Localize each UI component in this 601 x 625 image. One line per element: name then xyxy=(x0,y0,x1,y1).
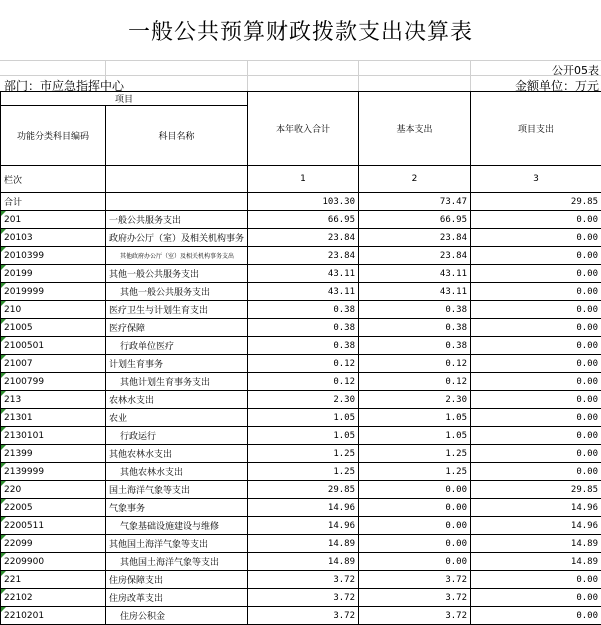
project-cell: 0.00 xyxy=(471,265,601,283)
department-label: 部门：市应急指挥中心 xyxy=(4,77,124,94)
basic-cell: 1.25 xyxy=(359,445,471,463)
name-cell: 住房保障支出 xyxy=(106,571,248,589)
cell-marker-icon xyxy=(1,409,6,414)
header-project: 项目支出 xyxy=(471,92,601,166)
code-cell: 22099 xyxy=(1,535,106,553)
code-cell: 2210201 xyxy=(1,607,106,625)
header-name: 科目名称 xyxy=(106,106,248,166)
project-cell: 0.00 xyxy=(471,229,601,247)
table-row xyxy=(1,481,601,499)
basic-cell: 23.84 xyxy=(359,229,471,247)
project-cell: 14.96 xyxy=(471,517,601,535)
table-row xyxy=(1,391,601,409)
code-cell: 2100799 xyxy=(1,373,106,391)
project-cell: 0.00 xyxy=(471,211,601,229)
basic-cell: 3.72 xyxy=(359,607,471,625)
total-cell: 29.85 xyxy=(248,481,359,499)
project-cell: 29.85 xyxy=(471,481,601,499)
table-row xyxy=(1,427,601,445)
basic-cell: 3.72 xyxy=(359,589,471,607)
code-cell: 2019999 xyxy=(1,283,106,301)
name-cell: 气象事务 xyxy=(106,499,248,517)
project-cell: 0.00 xyxy=(471,607,601,625)
col-index-1: 1 xyxy=(248,166,359,193)
code-cell: 2209900 xyxy=(1,553,106,571)
cell-marker-icon xyxy=(1,499,6,504)
code-cell: 21005 xyxy=(1,319,106,337)
report-title: 一般公共预算财政拨款支出决算表 xyxy=(0,0,601,60)
column-index-row xyxy=(1,166,601,193)
code-cell: 2100501 xyxy=(1,337,106,355)
project-cell: 14.89 xyxy=(471,553,601,571)
code-cell: 21007 xyxy=(1,355,106,373)
table-row xyxy=(1,553,601,571)
code-cell: 2130101 xyxy=(1,427,106,445)
table-row xyxy=(1,463,601,481)
name-cell: 一般公共服务支出 xyxy=(106,211,248,229)
basic-cell: 43.11 xyxy=(359,265,471,283)
project-cell: 0.00 xyxy=(471,247,601,265)
cell-marker-icon xyxy=(1,427,6,432)
project-cell: 0.00 xyxy=(471,589,601,607)
table-row xyxy=(1,373,601,391)
name-cell: 住房公积金 xyxy=(106,607,248,625)
header-basic: 基本支出 xyxy=(359,92,471,166)
cell-marker-icon xyxy=(1,607,6,612)
basic-cell: 0.00 xyxy=(359,517,471,535)
cell-marker-icon xyxy=(1,481,6,486)
basic-cell: 0.38 xyxy=(359,337,471,355)
basic-cell: 23.84 xyxy=(359,247,471,265)
total-cell: 1.05 xyxy=(248,409,359,427)
cell-marker-icon xyxy=(1,319,6,324)
name-cell: 行政运行 xyxy=(106,427,248,445)
project-cell: 0.00 xyxy=(471,319,601,337)
name-cell xyxy=(106,193,248,211)
code-cell: 210 xyxy=(1,301,106,319)
total-cell: 0.12 xyxy=(248,355,359,373)
basic-cell: 0.12 xyxy=(359,373,471,391)
code-cell: 22005 xyxy=(1,499,106,517)
total-cell: 0.38 xyxy=(248,301,359,319)
name-cell: 其他一般公共服务支出 xyxy=(106,265,248,283)
table-row xyxy=(1,301,601,319)
basic-cell: 1.05 xyxy=(359,427,471,445)
header-row-group xyxy=(1,92,601,106)
code-cell: 21399 xyxy=(1,445,106,463)
cell-marker-icon xyxy=(1,517,6,522)
table-code: 公开05表 xyxy=(552,62,599,78)
basic-cell: 1.05 xyxy=(359,409,471,427)
name-cell: 其他农林水支出 xyxy=(106,463,248,481)
name-cell: 政府办公厅（室）及相关机构事务 xyxy=(106,229,248,247)
total-cell: 14.89 xyxy=(248,553,359,571)
table-row xyxy=(1,445,601,463)
total-cell: 1.25 xyxy=(248,445,359,463)
total-cell: 0.12 xyxy=(248,373,359,391)
code-cell: 213 xyxy=(1,391,106,409)
table-row xyxy=(1,337,601,355)
total-cell: 3.72 xyxy=(248,607,359,625)
table-row xyxy=(1,283,601,301)
cell-marker-icon xyxy=(1,247,6,252)
basic-cell: 43.11 xyxy=(359,283,471,301)
basic-cell: 0.00 xyxy=(359,481,471,499)
code-cell: 2139999 xyxy=(1,463,106,481)
cell-marker-icon xyxy=(1,553,6,558)
table-row xyxy=(1,499,601,517)
project-cell: 0.00 xyxy=(471,283,601,301)
total-cell: 23.84 xyxy=(248,229,359,247)
name-cell: 气象基础设施建设与维修 xyxy=(106,517,248,535)
name-cell: 国土海洋气象等支出 xyxy=(106,481,248,499)
total-cell: 3.72 xyxy=(248,571,359,589)
cell-marker-icon xyxy=(1,355,6,360)
project-cell: 29.85 xyxy=(471,193,601,211)
sheet-gridline xyxy=(0,60,601,61)
table-row xyxy=(1,535,601,553)
total-cell: 43.11 xyxy=(248,265,359,283)
cell-marker-icon xyxy=(1,445,6,450)
code-cell: 201 xyxy=(1,211,106,229)
name-cell: 行政单位医疗 xyxy=(106,337,248,355)
name-cell: 其他农林水支出 xyxy=(106,445,248,463)
total-cell: 1.25 xyxy=(248,463,359,481)
sheet-gridline xyxy=(0,75,601,76)
header-total: 本年收入合计 xyxy=(248,92,359,166)
total-cell: 14.96 xyxy=(248,499,359,517)
basic-cell: 0.38 xyxy=(359,319,471,337)
code-cell: 221 xyxy=(1,571,106,589)
cell-marker-icon xyxy=(1,337,6,342)
name-cell: 其他国土海洋气象等支出 xyxy=(106,535,248,553)
table-row xyxy=(1,211,601,229)
cell-marker-icon xyxy=(1,283,6,288)
cell-marker-icon xyxy=(1,391,6,396)
total-cell: 103.30 xyxy=(248,193,359,211)
basic-cell: 73.47 xyxy=(359,193,471,211)
name-cell: 其他政府办公厅（室）及相关机构事务支出 xyxy=(106,247,248,265)
cell-marker-icon xyxy=(1,373,6,378)
table-row xyxy=(1,517,601,535)
basic-cell: 0.00 xyxy=(359,553,471,571)
project-cell: 14.96 xyxy=(471,499,601,517)
col-index-2: 2 xyxy=(359,166,471,193)
basic-cell: 1.25 xyxy=(359,463,471,481)
project-cell: 0.00 xyxy=(471,301,601,319)
total-cell: 43.11 xyxy=(248,283,359,301)
total-cell: 2.30 xyxy=(248,391,359,409)
table-row xyxy=(1,247,601,265)
cell-marker-icon xyxy=(1,535,6,540)
cell-marker-icon xyxy=(1,211,6,216)
code-cell: 20199 xyxy=(1,265,106,283)
project-cell: 0.00 xyxy=(471,571,601,589)
name-cell: 农林水支出 xyxy=(106,391,248,409)
basic-cell: 0.00 xyxy=(359,499,471,517)
unit-label: 金额单位：万元 xyxy=(515,77,599,94)
code-cell: 2200511 xyxy=(1,517,106,535)
cell-marker-icon xyxy=(1,571,6,576)
project-cell: 14.89 xyxy=(471,535,601,553)
total-cell: 14.96 xyxy=(248,517,359,535)
code-cell: 21301 xyxy=(1,409,106,427)
col-index-3: 3 xyxy=(471,166,601,193)
total-cell: 0.38 xyxy=(248,319,359,337)
table-row xyxy=(1,193,601,211)
code-cell: 合计 xyxy=(1,193,106,211)
cell-marker-icon xyxy=(1,301,6,306)
project-cell: 0.00 xyxy=(471,427,601,445)
header-item-group: 项目 xyxy=(1,92,248,106)
total-cell: 66.95 xyxy=(248,211,359,229)
expenditure-table xyxy=(0,91,601,625)
basic-cell: 66.95 xyxy=(359,211,471,229)
code-cell: 22102 xyxy=(1,589,106,607)
cell-marker-icon xyxy=(1,265,6,270)
name-cell: 其他计划生育事务支出 xyxy=(106,373,248,391)
project-cell: 0.00 xyxy=(471,355,601,373)
total-cell: 23.84 xyxy=(248,247,359,265)
cell-marker-icon xyxy=(1,463,6,468)
project-cell: 0.00 xyxy=(471,409,601,427)
table-row xyxy=(1,229,601,247)
total-cell: 1.05 xyxy=(248,427,359,445)
code-cell: 2010399 xyxy=(1,247,106,265)
table-row xyxy=(1,571,601,589)
name-cell: 住房改革支出 xyxy=(106,589,248,607)
cell-marker-icon xyxy=(1,589,6,594)
project-cell: 0.00 xyxy=(471,337,601,355)
basic-cell: 0.38 xyxy=(359,301,471,319)
basic-cell: 0.12 xyxy=(359,355,471,373)
basic-cell: 3.72 xyxy=(359,571,471,589)
basic-cell: 0.00 xyxy=(359,535,471,553)
project-cell: 0.00 xyxy=(471,445,601,463)
project-cell: 0.00 xyxy=(471,391,601,409)
total-cell: 3.72 xyxy=(248,589,359,607)
total-cell: 14.89 xyxy=(248,535,359,553)
name-cell: 计划生育事务 xyxy=(106,355,248,373)
code-cell: 220 xyxy=(1,481,106,499)
name-cell: 医疗卫生与计划生育支出 xyxy=(106,301,248,319)
table-row xyxy=(1,607,601,625)
row-index-blank xyxy=(106,166,248,193)
name-cell: 农业 xyxy=(106,409,248,427)
row-index-label: 栏次 xyxy=(1,166,106,193)
table-row xyxy=(1,319,601,337)
table-row xyxy=(1,265,601,283)
code-cell: 20103 xyxy=(1,229,106,247)
project-cell: 0.00 xyxy=(471,463,601,481)
project-cell: 0.00 xyxy=(471,373,601,391)
cell-marker-icon xyxy=(1,229,6,234)
name-cell: 其他国土海洋气象等支出 xyxy=(106,553,248,571)
basic-cell: 2.30 xyxy=(359,391,471,409)
table-row xyxy=(1,589,601,607)
total-cell: 0.38 xyxy=(248,337,359,355)
name-cell: 其他一般公共服务支出 xyxy=(106,283,248,301)
table-row xyxy=(1,409,601,427)
table-row xyxy=(1,355,601,373)
header-code: 功能分类科目编码 xyxy=(1,106,106,166)
name-cell: 医疗保障 xyxy=(106,319,248,337)
